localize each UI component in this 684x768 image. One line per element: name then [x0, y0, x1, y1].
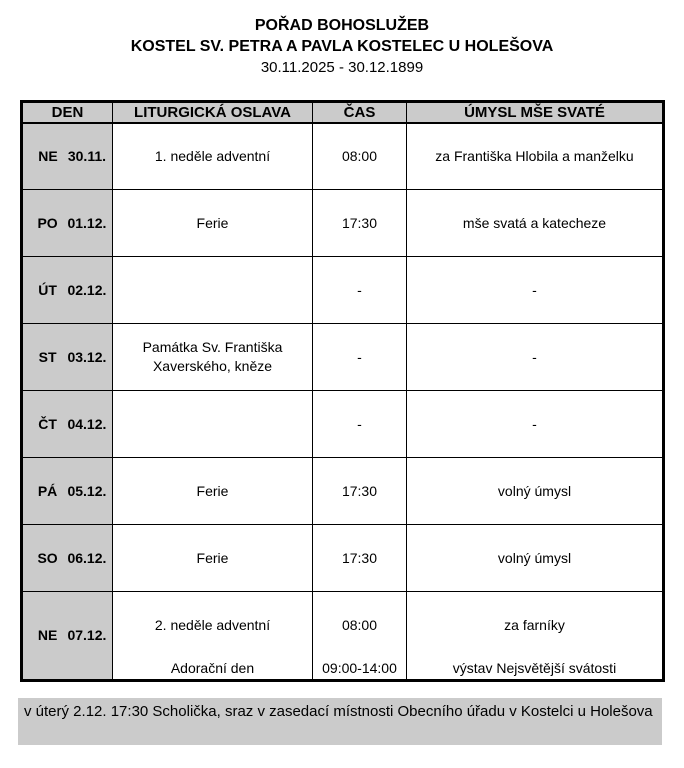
column-header-intention: ÚMYSL MŠE SVATÉ [407, 102, 664, 123]
day-date: 03.12. [67, 348, 107, 365]
day-cell [22, 123, 113, 190]
intention-cell: za Františka Hlobila a manželku [407, 123, 664, 190]
column-header-time: ČAS [313, 102, 407, 123]
day-abbrev: ČT [38, 415, 57, 432]
day-cell [22, 190, 113, 257]
table-row [22, 190, 664, 257]
intention-cell: - [407, 324, 664, 391]
celebration-cell: 1. neděle adventní [113, 123, 313, 190]
intention-cell: volný úmysl [407, 525, 664, 592]
celebration-cell [113, 592, 313, 681]
document-header [0, 0, 684, 79]
time-stack [313, 593, 406, 679]
day-date: 05.12. [67, 482, 107, 499]
time-cell: - [313, 391, 407, 458]
intention-line-1: za farníky [504, 617, 565, 633]
celebration-line-1: 2. neděle adventní [154, 617, 271, 633]
time-cell: 08:00 [313, 123, 407, 190]
day-date: 06.12. [67, 549, 107, 566]
column-header-celebration: LITURGICKÁ OSLAVA [113, 102, 313, 123]
day-date: 04.12. [67, 415, 107, 432]
day-cell [22, 525, 113, 592]
day-date: 30.11. [67, 147, 107, 164]
time-cell: 17:30 [313, 458, 407, 525]
footer-note: v úterý 2.12. 17:30 Scholička, sraz v zasedací místnosti Obecního úřadu v Kostelci u Holešova [18, 698, 662, 745]
intention-line-2: výstav Nejsvětější svátosti [452, 659, 617, 676]
day-date: 02.12. [67, 281, 107, 298]
day-date: 07.12. [67, 627, 107, 643]
table-row [22, 123, 664, 190]
celebration-cell: Ferie [113, 458, 313, 525]
day-abbrev: ÚT [38, 281, 57, 298]
column-header-den: DEN [22, 102, 113, 123]
table-row [22, 257, 664, 324]
day-abbrev: SO [37, 549, 58, 566]
intention-cell: - [407, 391, 664, 458]
day-abbrev: ST [38, 348, 57, 365]
time-cell: 17:30 [313, 190, 407, 257]
day-abbrev: PO [37, 214, 58, 231]
day-cell [22, 458, 113, 525]
table-row [22, 458, 664, 525]
table-row [22, 592, 664, 681]
time-line-1: 08:00 [341, 617, 378, 633]
celebration-stack [121, 593, 304, 679]
celebration-cell: Ferie [113, 190, 313, 257]
time-line-2: 09:00-14:00 [322, 659, 397, 676]
intention-cell: volný úmysl [407, 458, 664, 525]
document-title: POŘAD BOHOSLUŽEB [254, 17, 430, 34]
table-row [22, 525, 664, 592]
celebration-cell [113, 391, 313, 458]
day-cell [22, 257, 113, 324]
day-cell [22, 592, 113, 681]
time-cell: - [313, 257, 407, 324]
day-date: 01.12. [67, 214, 107, 231]
table-row [22, 324, 664, 391]
day-abbrev: NE [37, 627, 58, 643]
intention-cell [407, 592, 664, 681]
day-cell [22, 391, 113, 458]
intention-cell: - [407, 257, 664, 324]
intention-stack [407, 593, 662, 679]
table-row [22, 391, 664, 458]
celebration-cell: Ferie [113, 525, 313, 592]
time-cell: 17:30 [313, 525, 407, 592]
time-cell [313, 592, 407, 681]
day-abbrev: NE [38, 147, 58, 164]
intention-cell: mše svatá a katecheze [407, 190, 664, 257]
document-subtitle: KOSTEL SV. PETRA A PAVLA KOSTELEC U HOLEŠOVA [130, 38, 554, 55]
table-header-row [22, 102, 664, 123]
day-abbrev: PÁ [37, 482, 58, 499]
document-date-range: 30.11.2025 - 30.12.1899 [260, 59, 424, 76]
celebration-line-2: Adorační den [170, 659, 255, 676]
day-cell [22, 324, 113, 391]
time-cell: - [313, 324, 407, 391]
celebration-cell: Památka Sv. Františka Xaverského, kněze [113, 324, 313, 391]
celebration-cell [113, 257, 313, 324]
schedule-table [20, 100, 665, 682]
